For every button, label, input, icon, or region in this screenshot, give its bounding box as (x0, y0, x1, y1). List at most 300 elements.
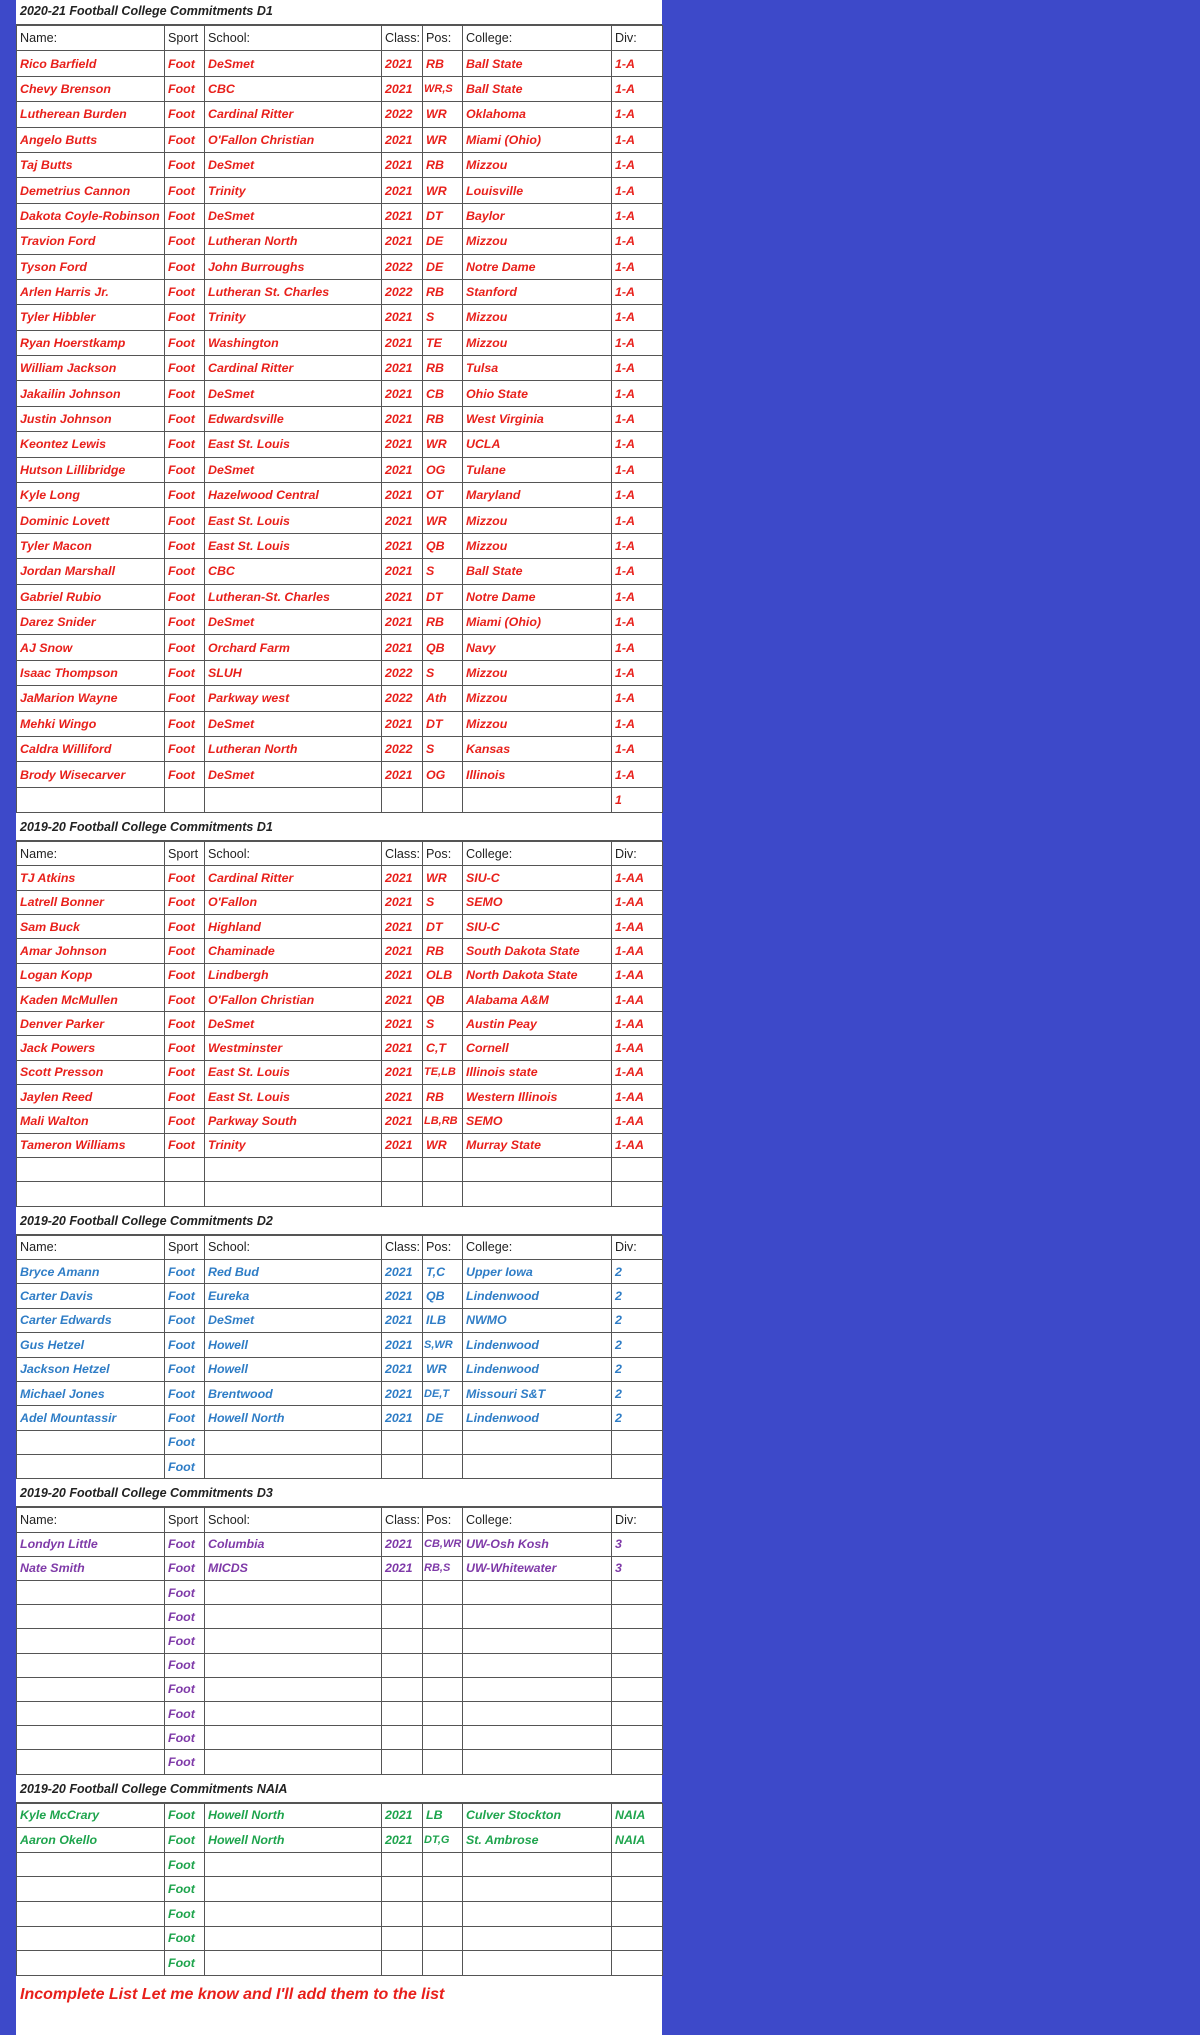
cell-name: Keontez Lewis (17, 432, 165, 457)
cell-school: O'Fallon (205, 890, 382, 914)
cell-pos: RB (423, 1085, 463, 1109)
section-d1 (16, 0, 662, 813)
cell-class (382, 1677, 423, 1701)
cell-div: 1-A (612, 229, 663, 254)
table-row (17, 152, 663, 177)
table-row (17, 381, 663, 406)
table-row (17, 1877, 663, 1902)
cell-pos (423, 1581, 463, 1605)
cell-pos (423, 1877, 463, 1902)
cell-sport: Foot (165, 51, 205, 76)
cell-div: 1-A (612, 102, 663, 127)
table-row (17, 1677, 663, 1701)
cell-school (205, 1653, 382, 1677)
cell-name: Carter Edwards (17, 1308, 165, 1332)
cell-class: 2021 (382, 533, 423, 558)
cell-name (17, 1157, 165, 1181)
cell-name: Sam Buck (17, 915, 165, 939)
cell-pos: LB (423, 1803, 463, 1828)
cell-name: Hutson Lillibridge (17, 457, 165, 482)
cell-sport: Foot (165, 963, 205, 987)
cell-name: Demetrius Cannon (17, 178, 165, 203)
cell-college: Ball State (463, 76, 612, 101)
cell-class: 2021 (382, 406, 423, 431)
cell-sport: Foot (165, 127, 205, 152)
table-row (17, 609, 663, 634)
table-row (17, 356, 663, 381)
cell-class: 2021 (382, 1333, 423, 1357)
cell-sport: Foot (165, 762, 205, 787)
cell-sport: Foot (165, 1109, 205, 1133)
cell-class (382, 1430, 423, 1454)
cell-sport: Foot (165, 1951, 205, 1976)
cell-name: Caldra Williford (17, 736, 165, 761)
cell-pos (423, 1653, 463, 1677)
cell-name (17, 1951, 165, 1976)
table-row (17, 1284, 663, 1308)
cell-class: 2021 (382, 1012, 423, 1036)
cell-sport: Foot (165, 1060, 205, 1084)
cell-college (463, 1182, 612, 1206)
cell-pos: QB (423, 987, 463, 1011)
cell-pos (423, 1182, 463, 1206)
cell-class (382, 787, 423, 812)
cell-school: East St. Louis (205, 1085, 382, 1109)
cell-div: 1-A (612, 711, 663, 736)
cell-class: 2021 (382, 711, 423, 736)
cell-school: Cardinal Ritter (205, 102, 382, 127)
table-row (17, 279, 663, 304)
cell-school: CBC (205, 76, 382, 101)
cell-pos: QB (423, 635, 463, 660)
cell-college: Stanford (463, 279, 612, 304)
section-naia (16, 1775, 662, 1976)
cell-div: 1-A (612, 330, 663, 355)
cell-div (612, 1182, 663, 1206)
cell-sport: Foot (165, 279, 205, 304)
cell-school: Hazelwood Central (205, 483, 382, 508)
cell-div: 1-AA (612, 939, 663, 963)
cell-name: Jackson Hetzel (17, 1357, 165, 1381)
cell-class: 2021 (382, 127, 423, 152)
cell-div: 1-A (612, 609, 663, 634)
cell-sport: Foot (165, 305, 205, 330)
cell-name (17, 1901, 165, 1926)
table-row (17, 1951, 663, 1976)
cell-pos: OG (423, 762, 463, 787)
table-row (17, 1581, 663, 1605)
cell-sport: Foot (165, 1381, 205, 1405)
cell-class: 2022 (382, 279, 423, 304)
cell-name (17, 1750, 165, 1774)
cell-school (205, 787, 382, 812)
cell-school (205, 1430, 382, 1454)
cell-class: 2021 (382, 457, 423, 482)
cell-college: West Virginia (463, 406, 612, 431)
cell-name: Brody Wisecarver (17, 762, 165, 787)
cell-pos: DT,G (423, 1828, 463, 1853)
cell-college (463, 1726, 612, 1750)
cell-pos (423, 1750, 463, 1774)
cell-school: Chaminade (205, 939, 382, 963)
cell-college: North Dakota State (463, 963, 612, 987)
cell-div: 1-A (612, 152, 663, 177)
table-row (17, 406, 663, 431)
cell-class: 2022 (382, 660, 423, 685)
cell-div: 1-A (612, 406, 663, 431)
cell-college: Louisville (463, 178, 612, 203)
cell-college: Notre Dame (463, 584, 612, 609)
table-row (17, 102, 663, 127)
cell-college (463, 1901, 612, 1926)
cell-name: TJ Atkins (17, 866, 165, 890)
cell-name (17, 1581, 165, 1605)
cell-div (612, 1726, 663, 1750)
cell-college: NWMO (463, 1308, 612, 1332)
cell-name: Michael Jones (17, 1381, 165, 1405)
cell-school (205, 1701, 382, 1725)
cell-college (463, 1157, 612, 1181)
cell-pos: DE (423, 229, 463, 254)
cell-div: 2 (612, 1308, 663, 1332)
cell-pos (423, 1701, 463, 1725)
cell-pos: ILB (423, 1308, 463, 1332)
cell-sport: Foot (165, 711, 205, 736)
table-row (17, 457, 663, 482)
cell-school: Howell North (205, 1828, 382, 1853)
cell-pos: OG (423, 457, 463, 482)
cell-sport: Foot (165, 1556, 205, 1580)
cell-name: Jaylen Reed (17, 1085, 165, 1109)
header-sport: Sport (165, 842, 205, 866)
cell-college (463, 1750, 612, 1774)
cell-college: Kansas (463, 736, 612, 761)
cell-div: 1-A (612, 508, 663, 533)
cell-school: Trinity (205, 1133, 382, 1157)
cell-name: Mali Walton (17, 1109, 165, 1133)
section-title: 2019-20 Football College Commitments D1 (16, 813, 662, 841)
cell-class: 2021 (382, 762, 423, 787)
cell-pos: WR (423, 1357, 463, 1381)
cell-sport: Foot (165, 1581, 205, 1605)
cell-pos (423, 1901, 463, 1926)
header-college: College: (463, 26, 612, 51)
cell-class (382, 1951, 423, 1976)
cell-class: 2021 (382, 381, 423, 406)
cell-sport: Foot (165, 635, 205, 660)
cell-pos: CB (423, 381, 463, 406)
cell-pos: WR (423, 102, 463, 127)
section-title: 2020-21 Football College Commitments D1 (16, 0, 662, 25)
cell-div (612, 1852, 663, 1877)
cell-class: 2021 (382, 305, 423, 330)
cell-college: Lindenwood (463, 1333, 612, 1357)
cell-div: 1-AA (612, 915, 663, 939)
cell-class (382, 1901, 423, 1926)
cell-class: 2021 (382, 1109, 423, 1133)
cell-school: DeSmet (205, 203, 382, 228)
header-name: Name: (17, 26, 165, 51)
cell-school: DeSmet (205, 381, 382, 406)
cell-pos: DT (423, 915, 463, 939)
cell-sport: Foot (165, 1532, 205, 1556)
table-row (17, 1532, 663, 1556)
cell-name (17, 1430, 165, 1454)
cell-sport (165, 1182, 205, 1206)
cell-college (463, 1629, 612, 1653)
cell-class: 2021 (382, 1259, 423, 1283)
table-row (17, 1430, 663, 1454)
cell-div (612, 1951, 663, 1976)
cell-pos: S (423, 890, 463, 914)
cell-class (382, 1629, 423, 1653)
cell-name: Chevy Brenson (17, 76, 165, 101)
cell-class: 2021 (382, 1803, 423, 1828)
cell-class: 2022 (382, 686, 423, 711)
table-row (17, 1157, 663, 1181)
cell-div: 1-AA (612, 1012, 663, 1036)
cell-college: Murray State (463, 1133, 612, 1157)
cell-name: Arlen Harris Jr. (17, 279, 165, 304)
cell-pos: WR,S (423, 76, 463, 101)
table-row (17, 1701, 663, 1725)
cell-name (17, 1653, 165, 1677)
cell-college: Oklahoma (463, 102, 612, 127)
header-row (17, 842, 663, 866)
table-row (17, 1060, 663, 1084)
table-row (17, 330, 663, 355)
cell-college (463, 1653, 612, 1677)
cell-sport: Foot (165, 457, 205, 482)
section-d3 (16, 1479, 662, 1774)
cell-name: Dominic Lovett (17, 508, 165, 533)
cell-sport: Foot (165, 1629, 205, 1653)
cell-sport: Foot (165, 1085, 205, 1109)
cell-school: Trinity (205, 305, 382, 330)
cell-class: 2021 (382, 229, 423, 254)
cell-class (382, 1750, 423, 1774)
cell-school: Edwardsville (205, 406, 382, 431)
header-sport: Sport (165, 1235, 205, 1259)
cell-school: Eureka (205, 1284, 382, 1308)
cell-div: 2 (612, 1381, 663, 1405)
commitments-table (16, 841, 663, 1206)
cell-div (612, 1677, 663, 1701)
cell-div: 1-A (612, 254, 663, 279)
table-row (17, 1109, 663, 1133)
cell-school (205, 1182, 382, 1206)
cell-school: DeSmet (205, 762, 382, 787)
table-row (17, 1012, 663, 1036)
cell-sport: Foot (165, 254, 205, 279)
cell-pos: DT (423, 711, 463, 736)
cell-class: 2021 (382, 915, 423, 939)
cell-pos: S,WR (423, 1333, 463, 1357)
cell-div (612, 1926, 663, 1951)
commitments-table (16, 1507, 663, 1774)
table-row (17, 866, 663, 890)
cell-name (17, 1726, 165, 1750)
cell-class (382, 1852, 423, 1877)
cell-div (612, 1750, 663, 1774)
cell-college: Missouri S&T (463, 1381, 612, 1405)
cell-college: Miami (Ohio) (463, 609, 612, 634)
cell-pos (423, 1726, 463, 1750)
header-pos: Pos: (423, 842, 463, 866)
header-school: School: (205, 1508, 382, 1532)
cell-school: Washington (205, 330, 382, 355)
cell-class: 2021 (382, 330, 423, 355)
header-row (17, 1508, 663, 1532)
cell-school: East St. Louis (205, 432, 382, 457)
cell-school: Trinity (205, 178, 382, 203)
header-class: Class: (382, 26, 423, 51)
cell-name: Adel Mountassir (17, 1406, 165, 1430)
cell-sport: Foot (165, 584, 205, 609)
cell-sport: Foot (165, 1012, 205, 1036)
header-school: School: (205, 842, 382, 866)
table-row (17, 1381, 663, 1405)
table-row (17, 1926, 663, 1951)
commitments-table (16, 25, 663, 813)
cell-school: CBC (205, 559, 382, 584)
cell-sport: Foot (165, 686, 205, 711)
header-div: Div: (612, 842, 663, 866)
section-title: 2019-20 Football College Commitments NAIA (16, 1775, 662, 1803)
cell-class: 2021 (382, 1406, 423, 1430)
table-row (17, 1803, 663, 1828)
cell-school: O'Fallon Christian (205, 987, 382, 1011)
cell-college: Culver Stockton (463, 1803, 612, 1828)
cell-school: Columbia (205, 1532, 382, 1556)
cell-school (205, 1926, 382, 1951)
cell-div (612, 1901, 663, 1926)
cell-college: Maryland (463, 483, 612, 508)
cell-college (463, 1430, 612, 1454)
cell-pos (423, 1157, 463, 1181)
cell-school (205, 1605, 382, 1629)
cell-college: Lindenwood (463, 1357, 612, 1381)
cell-pos: RB (423, 939, 463, 963)
footer-note: Incomplete List Let me know and I'll add them to the list (20, 1985, 445, 2003)
cell-name: Justin Johnson (17, 406, 165, 431)
cell-class: 2021 (382, 584, 423, 609)
cell-name: Aaron Okello (17, 1828, 165, 1853)
cell-college (463, 1877, 612, 1902)
cell-pos: TE (423, 330, 463, 355)
header-row (17, 1235, 663, 1259)
cell-div (612, 1653, 663, 1677)
cell-class: 2021 (382, 203, 423, 228)
cell-pos: OLB (423, 963, 463, 987)
cell-div: 2 (612, 1259, 663, 1283)
cell-class (382, 1701, 423, 1725)
cell-sport: Foot (165, 1828, 205, 1853)
cell-pos (423, 787, 463, 812)
cell-college: Tulane (463, 457, 612, 482)
cell-school: Howell (205, 1333, 382, 1357)
cell-school: John Burroughs (205, 254, 382, 279)
cell-pos: OT (423, 483, 463, 508)
cell-class (382, 1455, 423, 1479)
header-pos: Pos: (423, 1508, 463, 1532)
cell-school (205, 1455, 382, 1479)
cell-pos: T,C (423, 1259, 463, 1283)
cell-div: 1-AA (612, 866, 663, 890)
table-row (17, 890, 663, 914)
section-title: 2019-20 Football College Commitments D2 (16, 1207, 662, 1235)
cell-school: Parkway South (205, 1109, 382, 1133)
cell-class: 2021 (382, 1556, 423, 1580)
cell-college (463, 1852, 612, 1877)
cell-school: MICDS (205, 1556, 382, 1580)
cell-college: Mizzou (463, 533, 612, 558)
cell-sport: Foot (165, 152, 205, 177)
cell-pos: RB (423, 609, 463, 634)
cell-div: 2 (612, 1333, 663, 1357)
cell-college: Illinois (463, 762, 612, 787)
cell-pos: C,T (423, 1036, 463, 1060)
cell-div: 1-A (612, 127, 663, 152)
cell-name: Scott Presson (17, 1060, 165, 1084)
cell-school: Lutheran North (205, 229, 382, 254)
cell-sport: Foot (165, 1926, 205, 1951)
cell-sport: Foot (165, 1653, 205, 1677)
cell-class (382, 1605, 423, 1629)
cell-name (17, 1852, 165, 1877)
cell-college: Mizzou (463, 305, 612, 330)
cell-name: Angelo Butts (17, 127, 165, 152)
cell-pos: DE (423, 1406, 463, 1430)
cell-name: Carter Davis (17, 1284, 165, 1308)
table-row (17, 660, 663, 685)
cell-college: UW-Whitewater (463, 1556, 612, 1580)
cell-sport: Foot (165, 1803, 205, 1828)
cell-school: DeSmet (205, 1012, 382, 1036)
cell-school: Lutheran North (205, 736, 382, 761)
header-pos: Pos: (423, 1235, 463, 1259)
cell-college: Navy (463, 635, 612, 660)
cell-college: Alabama A&M (463, 987, 612, 1011)
table-row (17, 987, 663, 1011)
cell-class: 2022 (382, 736, 423, 761)
cell-div: 1-A (612, 76, 663, 101)
cell-div (612, 1629, 663, 1653)
table-row (17, 939, 663, 963)
cell-sport: Foot (165, 1284, 205, 1308)
cell-class: 2021 (382, 51, 423, 76)
cell-sport: Foot (165, 1333, 205, 1357)
cell-pos: DE,T (423, 1381, 463, 1405)
cell-div: 1-A (612, 457, 663, 482)
cell-class: 2021 (382, 1308, 423, 1332)
header-class: Class: (382, 1235, 423, 1259)
cell-name: Jack Powers (17, 1036, 165, 1060)
cell-div: 1-A (612, 381, 663, 406)
table-row (17, 1133, 663, 1157)
cell-class: 2021 (382, 1085, 423, 1109)
cell-pos: RB (423, 51, 463, 76)
cell-div: 1-A (612, 356, 663, 381)
table-row (17, 787, 663, 812)
cell-name (17, 1182, 165, 1206)
cell-div: 1-AA (612, 963, 663, 987)
cell-class: 2021 (382, 1284, 423, 1308)
cell-school: Cardinal Ritter (205, 356, 382, 381)
cell-school: Cardinal Ritter (205, 866, 382, 890)
cell-school (205, 1726, 382, 1750)
cell-college (463, 787, 612, 812)
